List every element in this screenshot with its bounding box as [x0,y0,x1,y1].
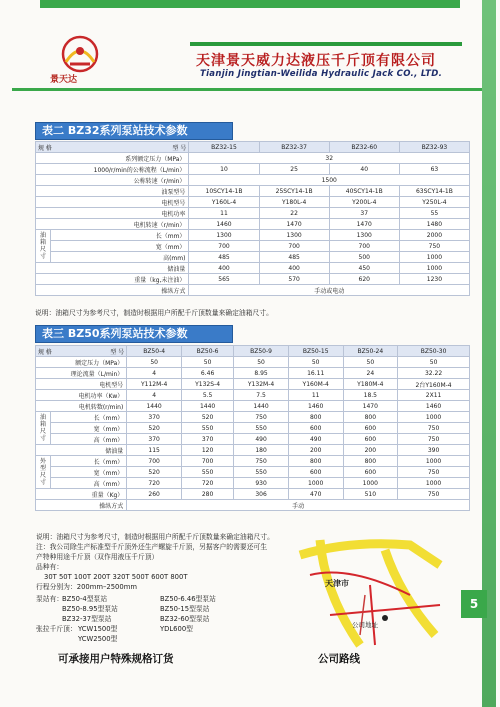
table-row [36,412,470,423]
company-name-en: Tianjin Jingtian-Weilida Hydraulic Jack CO., LTD. [200,69,443,79]
note-line: 注：我公司除生产标准型千斤顶外还生产螺旋千斤顶，另据客户的需要还可生 [36,543,268,551]
table-row [36,285,470,296]
value-cell: 700 [181,456,233,467]
value-cell: 800 [288,412,343,423]
table-row [36,379,470,390]
value-cell: 1480 [399,219,469,230]
value-cell: 600 [343,434,398,445]
spec-label: 规 格 [38,348,52,356]
value-cell: 930 [234,478,289,489]
value-cell: Y160M-4 [288,379,343,390]
row-label-cell: 额定压力（MPa） [36,357,127,368]
table-row [36,208,470,219]
row-label-cell: 储油量 [36,263,189,274]
value-cell: 600 [343,467,398,478]
company-name-cn: 天津景天威力达液压千斤顶有限公司 [196,53,436,69]
value-cell: 200 [343,445,398,456]
value-cell: Y112M-4 [127,379,182,390]
row-label-cell: 长（mm） [51,456,127,467]
model-header-cell: BZ50-4 [127,346,182,357]
value-cell: 1470 [329,219,399,230]
row-label-cell: 系列额定压力（MPa） [36,153,189,164]
logo-text: 景天达 [50,75,78,85]
value-cell: 520 [127,423,182,434]
note-line: 行程分别为：200mm–2500mm [36,583,137,591]
table-row [36,467,470,478]
jack-item: YCW2500型 [78,635,118,643]
value-cell: 700 [259,241,329,252]
pump-item: BZ50-8.95型泵站 [62,605,118,613]
table2-note: 说明：油箱尺寸为参考尺寸，制造时根据用户所配千斤顶数量来确定油箱尺寸。 [35,309,273,317]
row-label-cell: 电机型号 [36,379,127,390]
row-label-cell: 电机功率（Kw） [36,390,127,401]
value-cell: 500 [329,252,399,263]
row-label-cell: 操纵方式 [36,285,189,296]
group-label-cell: 油箱尺寸 [36,412,51,445]
table-row [36,401,470,412]
value-cell: 485 [189,252,259,263]
value-cell: 50 [398,357,470,368]
value-cell: 306 [234,489,289,500]
value-cell: 390 [398,445,470,456]
value-cell: 750 [398,434,470,445]
value-cell: 40SCY14-1B [329,186,399,197]
table-row [36,368,470,379]
table-row [36,241,470,252]
model-header-cell: BZ50-9 [234,346,289,357]
group-label-cell: 油箱尺寸 [36,230,51,263]
value-cell: 520 [127,467,182,478]
value-cell: 10 [189,164,259,175]
value-cell: 120 [181,445,233,456]
model-label: 型 号 [110,348,125,356]
spec-label: 规 格 [38,144,52,152]
value-cell: 1000 [288,478,343,489]
value-cell: 750 [398,467,470,478]
table-row [36,175,470,186]
table-row [36,423,470,434]
row-label-cell: 宽（mm） [51,423,127,434]
value-cell: 1300 [189,230,259,241]
value-cell: 750 [398,489,470,500]
pump-label: 泵站有： [36,595,64,603]
value-cell: 490 [288,434,343,445]
table-row [36,274,470,285]
value-cell: 1440 [127,401,182,412]
value-cell: 280 [181,489,233,500]
value-cell: 750 [398,423,470,434]
note-line: 品种有： [36,563,64,571]
table2-title: 表二 BZ32系列泵站技术参数 [35,122,233,140]
value-cell: 22 [259,208,329,219]
value-cell: 370 [127,412,182,423]
map-city-label: 天津市 [325,579,349,588]
route-map [290,535,450,650]
value-cell: 2X11 [398,390,470,401]
route-title: 公司路线 [318,653,360,665]
value-cell: 1000 [399,263,469,274]
merged-value-cell: 1500 [189,175,470,186]
model-header-cell: BZ32-93 [399,142,469,153]
value-cell: 1440 [234,401,289,412]
model-header-cell: BZ32-37 [259,142,329,153]
pump-item: BZ50-6.46型泵站 [160,595,216,603]
value-cell: 485 [259,252,329,263]
value-cell: 50 [288,357,343,368]
pump-item: BZ50-15型泵站 [160,605,210,613]
row-label-cell: 重量（Kg） [36,489,127,500]
value-cell: 63SCY14-1B [399,186,469,197]
map-company-label: 公司地址 [352,621,378,629]
model-label: 型 号 [172,144,187,152]
value-cell: 7.5 [234,390,289,401]
value-cell: 10SCY14-1B [189,186,259,197]
model-header-cell: BZ50-24 [343,346,398,357]
value-cell: 55 [399,208,469,219]
value-cell: 450 [329,263,399,274]
value-cell: 18.5 [343,390,398,401]
value-cell: 620 [329,274,399,285]
table-row [36,252,470,263]
value-cell: 1000 [343,478,398,489]
table-row [36,153,470,164]
row-label-cell: 电机功率 [36,208,189,219]
value-cell: 370 [181,434,233,445]
value-cell: 700 [127,456,182,467]
value-cell: 750 [399,241,469,252]
value-cell: Y200L-4 [329,197,399,208]
header-divider [12,88,482,91]
table-row [36,357,470,368]
value-cell: 510 [343,489,398,500]
value-cell: 470 [288,489,343,500]
value-cell: 1000 [398,412,470,423]
header-top-band [40,0,460,8]
model-header-cell: BZ50-6 [181,346,233,357]
value-cell: 800 [343,456,398,467]
table-header-row [36,346,470,357]
table-row [36,186,470,197]
value-cell: 550 [234,423,289,434]
value-cell: 750 [234,412,289,423]
header-corner-cell [36,346,127,357]
value-cell: 180 [234,445,289,456]
row-label-cell: 高（mm） [51,478,127,489]
value-cell: 520 [181,412,233,423]
value-cell: 1000 [398,456,470,467]
value-cell: 1460 [288,401,343,412]
note-line: 产特种用途千斤顶（双作用液压千斤顶） [36,553,159,561]
value-cell: Y180M-4 [343,379,398,390]
merged-value-cell: 32 [189,153,470,164]
bottom-notes [36,532,274,592]
value-cell: 700 [329,241,399,252]
custom-order-slogan: 可承接用户特殊规格订货 [58,653,174,665]
value-cell: 63 [399,164,469,175]
value-cell: 550 [234,467,289,478]
merged-value-cell: 手动 [127,500,470,511]
table-row [36,434,470,445]
row-label-cell: 储油量 [36,445,127,456]
value-cell: 2000 [399,230,469,241]
value-cell: Y160L-4 [189,197,259,208]
value-cell: 370 [127,434,182,445]
value-cell: 400 [189,263,259,274]
value-cell: 550 [181,423,233,434]
value-cell: 25 [259,164,329,175]
table-row [36,263,470,274]
value-cell: 260 [127,489,182,500]
value-cell: 2台Y160M-4 [398,379,470,390]
value-cell: Y132M-4 [234,379,289,390]
value-cell: 50 [234,357,289,368]
table3-title: 表三 BZ50系列泵站技术参数 [35,325,233,343]
table-row [36,230,470,241]
row-label-cell: 宽（mm） [51,467,127,478]
value-cell: 720 [127,478,182,489]
table-row [36,500,470,511]
value-cell: 1460 [189,219,259,230]
table3-bz50-specs [35,345,470,511]
value-cell: 1000 [399,252,469,263]
row-label-cell: 重量（kg,未注油） [36,274,189,285]
value-cell: 1440 [181,401,233,412]
value-cell: 750 [234,456,289,467]
merged-value-cell: 手动或电动 [189,285,470,296]
note-line: 30T 50T 100T 200T 320T 500T 600T 800T [44,573,188,581]
value-cell: 1000 [398,478,470,489]
value-cell: 565 [189,274,259,285]
jack-item: YCW1500型 [78,625,118,633]
pump-item: BZ32-37型泵站 [62,615,112,623]
value-cell: 600 [288,467,343,478]
value-cell: 400 [259,263,329,274]
row-label-cell: 公称转速（r/min） [36,175,189,186]
row-label-cell: 高（mm） [51,434,127,445]
model-header-cell: BZ32-60 [329,142,399,153]
table-row [36,478,470,489]
table-row [36,164,470,175]
row-label-cell: 电机型号 [36,197,189,208]
page-number: 5 [461,590,487,618]
value-cell: Y180L-4 [259,197,329,208]
value-cell: 4 [127,390,182,401]
value-cell: Y250L-4 [399,197,469,208]
value-cell: 40 [329,164,399,175]
value-cell: 570 [259,274,329,285]
table-row [36,219,470,230]
row-label-cell: 电机转速（r/min） [36,219,189,230]
jack-label: 张拉千斤顶： [36,625,77,633]
pump-item: BZ32-60型泵站 [160,615,210,623]
table-row [36,390,470,401]
value-cell: 16.11 [288,368,343,379]
row-label-cell: 宽（mm） [51,241,189,252]
table-row [36,197,470,208]
value-cell: 11 [288,390,343,401]
jack-item: YDL600型 [160,625,193,633]
value-cell: 1300 [329,230,399,241]
value-cell: Y132S-4 [181,379,233,390]
row-label-cell: 操纵方式 [36,500,127,511]
pump-list [36,594,276,644]
row-label-cell: 油泵型号 [36,186,189,197]
row-label-cell: 长（mm） [51,230,189,241]
value-cell: 5.5 [181,390,233,401]
model-header-cell: BZ50-30 [398,346,470,357]
value-cell: 6.46 [181,368,233,379]
model-header-cell: BZ50-15 [288,346,343,357]
value-cell: 50 [343,357,398,368]
value-cell: 8.95 [234,368,289,379]
table-row [36,456,470,467]
value-cell: 600 [288,423,343,434]
table2-bz32-specs [35,141,470,296]
value-cell: 115 [127,445,182,456]
page-header [0,0,500,100]
value-cell: 50 [181,357,233,368]
value-cell: 50 [127,357,182,368]
row-label-cell: 长（mm） [51,412,127,423]
row-label-cell: 高(mm) [51,252,189,263]
value-cell: 800 [288,456,343,467]
value-cell: 24 [343,368,398,379]
value-cell: 1230 [399,274,469,285]
value-cell: 37 [329,208,399,219]
value-cell: 490 [234,434,289,445]
value-cell: 200 [288,445,343,456]
group-label-cell: 外型尺寸 [36,456,51,489]
value-cell: 32.22 [398,368,470,379]
row-label-cell: 1000/r/min的公称流程（L/min） [36,164,189,175]
table-row [36,445,470,456]
row-label-cell: 理论流量（L/min） [36,368,127,379]
value-cell: 4 [127,368,182,379]
model-header-cell: BZ32-15 [189,142,259,153]
table-row [36,489,470,500]
header-accent-bar [190,42,462,46]
table-header-row [36,142,470,153]
value-cell: 1300 [259,230,329,241]
value-cell: 1460 [398,401,470,412]
note-line: 说明：油箱尺寸为参考尺寸，制造时根据用户所配千斤顶数量来确定油箱尺寸。 [36,533,274,541]
header-corner-cell [36,142,189,153]
value-cell: 800 [343,412,398,423]
value-cell: 600 [343,423,398,434]
value-cell: 1470 [343,401,398,412]
value-cell: 720 [181,478,233,489]
value-cell: 700 [189,241,259,252]
value-cell: 1470 [259,219,329,230]
value-cell: 550 [181,467,233,478]
value-cell: 11 [189,208,259,219]
value-cell: 25SCY14-1B [259,186,329,197]
row-label-cell: 电机转数(r/min) [36,401,127,412]
pump-item: BZ50-4型泵站 [62,595,108,603]
